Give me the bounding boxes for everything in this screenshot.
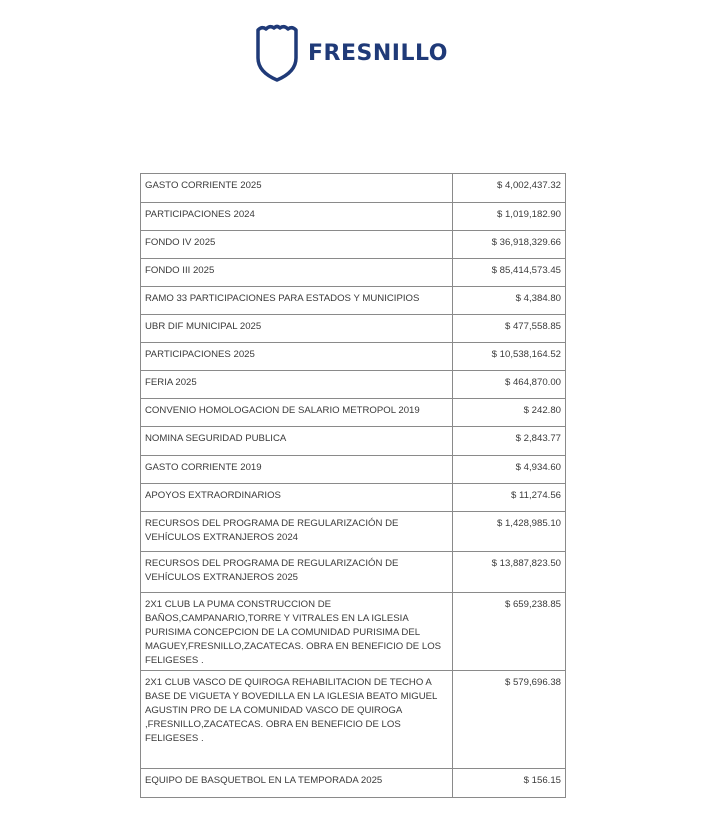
table-row bbox=[141, 399, 566, 427]
amount-cell: $ 2,843.77 bbox=[453, 427, 566, 456]
table-row bbox=[141, 174, 566, 203]
table-row bbox=[141, 671, 566, 769]
amount-cell: $ 579,696.38 bbox=[453, 671, 566, 769]
amount-cell: $ 1,428,985.10 bbox=[453, 512, 566, 552]
table-row bbox=[141, 456, 566, 484]
page-header bbox=[0, 0, 708, 100]
amount-cell: $ 10,538,164.52 bbox=[453, 343, 566, 371]
table-row bbox=[141, 427, 566, 456]
concept-cell: EQUIPO DE BASQUETBOL EN LA TEMPORADA 2025 bbox=[141, 769, 453, 798]
concept-cell: FERIA 2025 bbox=[141, 371, 453, 399]
concept-cell: APOYOS EXTRAORDINARIOS bbox=[141, 484, 453, 512]
amount-cell: $ 4,384.80 bbox=[453, 287, 566, 315]
concept-cell: 2X1 CLUB LA PUMA CONSTRUCCION DE BAÑOS,CAMPANARIO,TORRE Y VITRALES EN LA IGLESIA PURISIMA CONCEPCION DE LA COMUNIDAD PURISIMA DEL MAGUEY,FRESNILLO,ZACATECAS. OBRA EN BENEFICIO DE LOS FELIGESES . bbox=[141, 593, 453, 671]
amount-cell: $ 156.15 bbox=[453, 769, 566, 798]
logo-text: FRESNILLO bbox=[308, 40, 448, 66]
table-row bbox=[141, 287, 566, 315]
concept-cell: GASTO CORRIENTE 2025 bbox=[141, 174, 453, 203]
concept-cell: RECURSOS DEL PROGRAMA DE REGULARIZACIÓN DE VEHÍCULOS EXTRANJEROS 2024 bbox=[141, 512, 453, 552]
table-row bbox=[141, 203, 566, 231]
table-row bbox=[141, 259, 566, 287]
table-row bbox=[141, 593, 566, 671]
table-row bbox=[141, 371, 566, 399]
concept-cell: PARTICIPACIONES 2025 bbox=[141, 343, 453, 371]
concept-cell: NOMINA SEGURIDAD PUBLICA bbox=[141, 427, 453, 456]
table-row bbox=[141, 484, 566, 512]
table-row bbox=[141, 552, 566, 593]
table-row bbox=[141, 512, 566, 552]
table-row bbox=[141, 315, 566, 343]
amount-cell: $ 242.80 bbox=[453, 399, 566, 427]
concept-cell: 2X1 CLUB VASCO DE QUIROGA REHABILITACION DE TECHO A BASE DE VIGUETA Y BOVEDILLA EN LA IGLESIA BEATO MIGUEL AGUSTIN PRO DE LA COMUNIDAD VASCO DE QUIROGA ,FRESNILLO,ZACATECAS. OBRA EN BENEFICIO DE LOS FELIGESES . bbox=[141, 671, 453, 769]
amount-cell: $ 4,002,437.32 bbox=[453, 174, 566, 203]
amount-cell: $ 4,934.60 bbox=[453, 456, 566, 484]
concept-cell: FONDO IV 2025 bbox=[141, 231, 453, 259]
concept-cell: CONVENIO HOMOLOGACION DE SALARIO METROPOL 2019 bbox=[141, 399, 453, 427]
funds-table bbox=[140, 173, 566, 798]
amount-cell: $ 659,238.85 bbox=[453, 593, 566, 671]
amount-cell: $ 1,019,182.90 bbox=[453, 203, 566, 231]
fresnillo-logo bbox=[254, 22, 448, 84]
concept-cell: FONDO III 2025 bbox=[141, 259, 453, 287]
amount-cell: $ 36,918,329.66 bbox=[453, 231, 566, 259]
table-row bbox=[141, 343, 566, 371]
table-row bbox=[141, 231, 566, 259]
concept-cell: GASTO CORRIENTE 2019 bbox=[141, 456, 453, 484]
concept-cell: PARTICIPACIONES 2024 bbox=[141, 203, 453, 231]
concept-cell: RECURSOS DEL PROGRAMA DE REGULARIZACIÓN DE VEHÍCULOS EXTRANJEROS 2025 bbox=[141, 552, 453, 593]
amount-cell: $ 11,274.56 bbox=[453, 484, 566, 512]
amount-cell: $ 477,558.85 bbox=[453, 315, 566, 343]
shield-icon bbox=[254, 22, 300, 84]
table-row bbox=[141, 769, 566, 798]
amount-cell: $ 464,870.00 bbox=[453, 371, 566, 399]
concept-cell: UBR DIF MUNICIPAL 2025 bbox=[141, 315, 453, 343]
concept-cell: RAMO 33 PARTICIPACIONES PARA ESTADOS Y MUNICIPIOS bbox=[141, 287, 453, 315]
amount-cell: $ 85,414,573.45 bbox=[453, 259, 566, 287]
amount-cell: $ 13,887,823.50 bbox=[453, 552, 566, 593]
